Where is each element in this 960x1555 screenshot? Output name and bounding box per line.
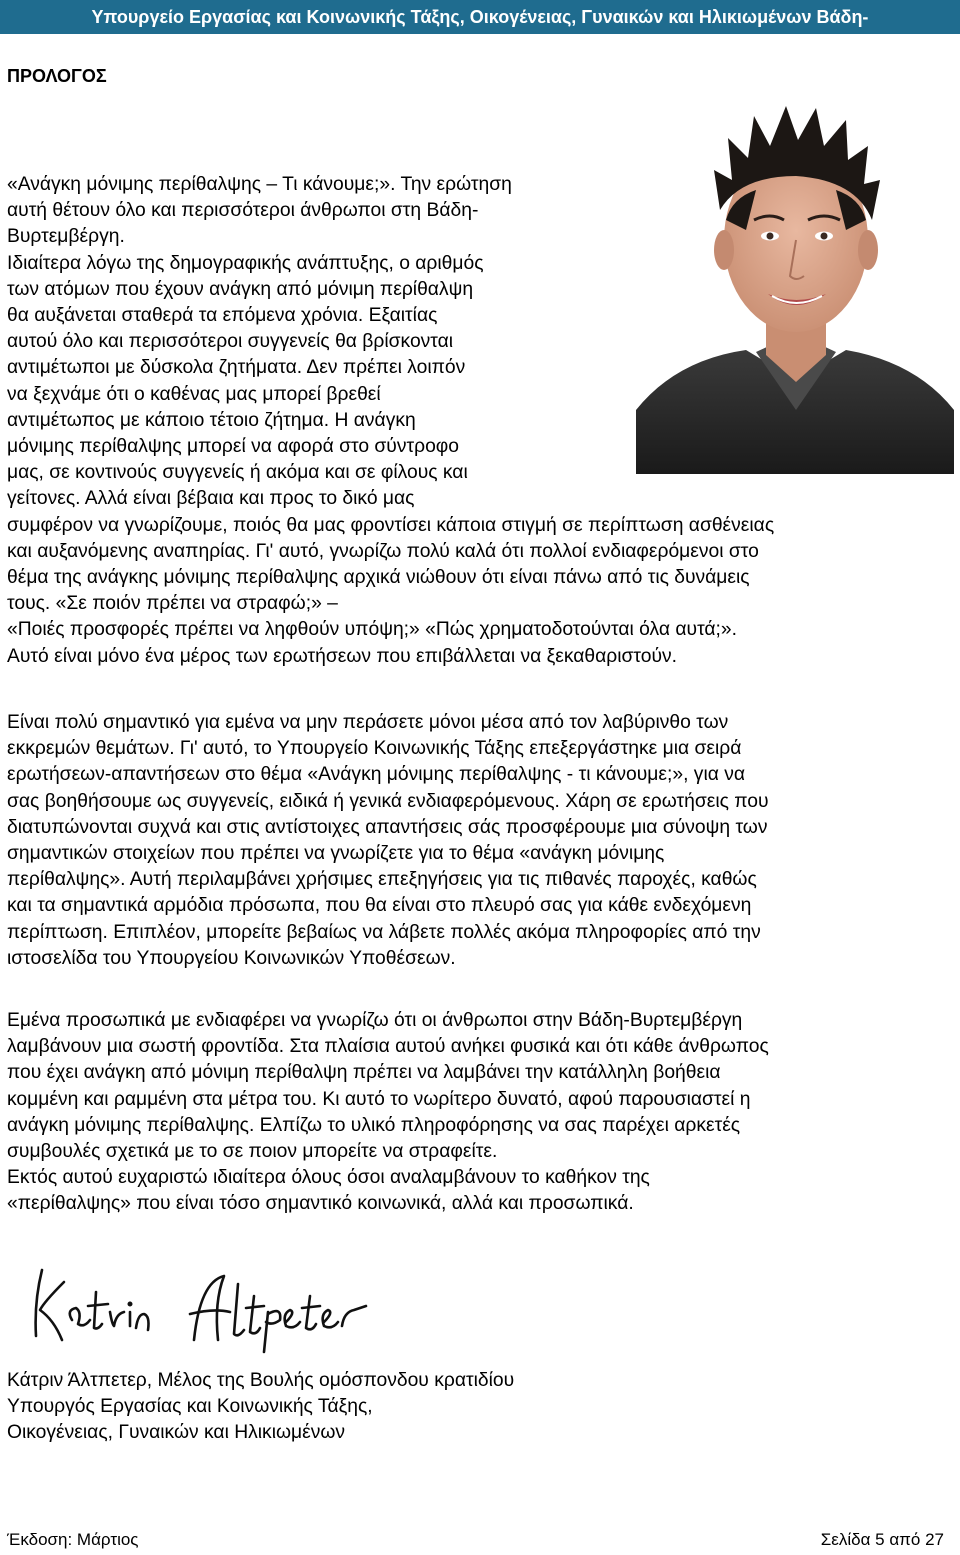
handwritten-signature [24, 1262, 374, 1354]
text-line: θα αυξάνεται σταθερά τα επόμενα χρόνια. Εξαιτίας [7, 305, 438, 327]
header-title: Υπουργείο Εργασίας και Κοινωνικής Τάξης, Οικογένειας, Γυναικών και Ηλικιωμένων Βάδη- [91, 7, 869, 27]
text-line: λαμβάνουν μια σωστή φροντίδα. Στα πλαίσια αυτού ανήκει φυσικά και ότι κάθε άνθρωπος [7, 1036, 769, 1058]
text-line: και αυξανόμενης αναπηρίας. Γι' αυτό, γνωρίζω πολύ καλά ότι πολλοί ενδιαφερόμενοι στο [7, 540, 759, 562]
page-header-bar [0, 0, 960, 34]
text-line: «περίθαλψης» που είναι τόσο σημαντικό κοινωνικά, αλλά και προσωπικά. [7, 1193, 634, 1215]
text-line: των ατόμων που έχουν ανάγκη από μόνιμη περίθαλψη [7, 278, 474, 300]
paragraph-1 [7, 172, 774, 670]
text-line: εκκρεμών θεμάτων. Γι' αυτό, το Υπουργείο Κοινωνικής Τάξης επεξεργάστηκε μια σειρά [7, 738, 742, 760]
footer-page-number: Σελίδα 5 από 27 [820, 1530, 944, 1549]
text-line: που έχει ανάγκη από μόνιμη περίθαλψη πρέπει να λαμβάνει την κατάλληλη βοήθεια [7, 1062, 721, 1084]
text-line: σας βοηθήσουμε ως συγγενείς, ειδικά ή γενικά ενδιαφερόμενους. Χάρη σε ερωτήσεις που [7, 790, 769, 812]
text-line: θέμα της ανάγκης μόνιμης περίθαλψης αρχικά νιώθουν ότι είναι πάνω από τις δυνάμεις [7, 567, 750, 589]
text-line: γείτονες. Αλλά είναι βέβαια και προς το δικό μας [7, 488, 415, 510]
signature-image [24, 1262, 374, 1354]
text-line: μας, σε κοντινούς συγγενείς ή ακόμα και σε φίλους και [7, 462, 468, 484]
text-line: Ιδιαίτερα λόγω της δημογραφικής ανάπτυξης, ο αριθμός [7, 252, 484, 274]
signer-name-line: Κάτριν Άλτπετερ, Μέλος της Βουλής ομόσπονδου κρατιδίου [7, 1370, 515, 1391]
text-line: Βυρτεμβέργη. [7, 226, 125, 248]
text-line: αντιμέτωποι με δύσκολα ζητήματα. Δεν πρέπει λοιπόν [7, 357, 466, 379]
section-title: ΠΡΟΛΟΓΟΣ [7, 66, 107, 86]
paragraph-3 [7, 1008, 769, 1218]
signer-title-line: Υπουργός Εργασίας και Κοινωνικής Τάξης, [7, 1396, 373, 1418]
text-line: και τα σημαντικά αρμόδια πρόσωπα, που θα είναι στο πλευρό σας για κάθε ενδεχόμενη [7, 895, 752, 917]
text-line: «Ανάγκη μόνιμης περίθαλψης – Τι κάνουμε;». Την ερώτηση [7, 174, 512, 195]
text-line: συμβουλές σχετικά με το σε ποιον μπορείτε να στραφείτε. [7, 1141, 498, 1163]
text-line: κομμένη και ραμμένη στα μέτρα του. Κι αυτό το νωρίτερο δυνατό, αφού παρουσιαστεί η [7, 1088, 751, 1110]
text-line: ιστοσελίδα του Υπουργείου Κοινωνικών Υποθέσεων. [7, 947, 456, 969]
text-line: μόνιμης περίθαλψης μπορεί να αφορά στο σύντροφο [7, 436, 460, 458]
text-line: Είναι πολύ σημαντικό για εμένα να μην περάσετε μόνοι μέσα από τον λαβύρινθο των [7, 712, 729, 733]
text-line: συμφέρον να γνωρίζουμε, ποιός θα μας φροντίσει κάποια στιγμή σε περίπτωση ασθένειας [7, 514, 775, 536]
text-line: σημαντικών στοιχείων που πρέπει να γνωρίζετε για το θέμα «ανάγκη μόνιμης [7, 843, 665, 865]
paragraph-2 [7, 710, 769, 972]
text-line: Εκτός αυτού ευχαριστώ ιδιαίτερα όλους όσοι αναλαμβάνουν το καθήκον της [7, 1167, 650, 1189]
text-line: «Ποιές προσφορές πρέπει να ληφθούν υπόψη;» «Πώς χρηματοδοτούνται όλα αυτά;». [7, 619, 737, 641]
signer-title-line: Οικογένειας, Γυναικών και Ηλικιωμένων [7, 1422, 346, 1444]
text-line: ανάγκη μόνιμης περίθαλψης. Ελπίζω το υλικό πληροφόρησης να σας παρέχει αρκετές [7, 1114, 741, 1136]
text-line: ερωτήσεων-απαντήσεων στο θέμα «Ανάγκη μόνιμης περίθαλψης - τι κάνουμε;», για να [7, 764, 746, 786]
text-line: αντιμέτωπος με κάποιο τέτοιο ζήτημα. Η ανάγκη [7, 409, 416, 431]
text-line: αυτή θέτουν όλο και περισσότεροι άνθρωποι στη Βάδη- [7, 200, 479, 222]
text-line: διατυπώνονται συχνά και στις αντίστοιχες απαντήσεις σάς προσφέρουμε μια σύνοψη των [7, 816, 768, 838]
text-line: να ξεχνάμε ότι ο καθένας μας μπορεί βρεθεί [7, 383, 381, 405]
text-line: αυτού όλο και περισσότεροι συγγενείς θα βρίσκονται [7, 331, 454, 353]
text-line: περίθαλψης». Αυτή περιλαμβάνει χρήσιμες επεξηγήσεις για τις πιθανές παροχές, καθώς [7, 869, 757, 891]
footer-edition: Έκδοση: Μάρτιος [7, 1530, 139, 1549]
signature-block [7, 1368, 514, 1447]
text-line: Εμένα προσωπικά με ενδιαφέρει να γνωρίζω ότι οι άνθρωποι στην Βάδη-Βυρτεμβέργη [7, 1010, 743, 1031]
text-line: περίπτωση. Επιπλέον, μπορείτε βεβαίως να λάβετε πολλές ακόμα πληροφορίες από την [7, 921, 761, 943]
text-line: Αυτό είναι μόνο ένα μέρος των ερωτήσεων που επιβάλλεται να ξεκαθαριστούν. [7, 645, 678, 667]
text-line: τους. «Σε ποιόν πρέπει να στραφώ;» – [7, 593, 338, 615]
